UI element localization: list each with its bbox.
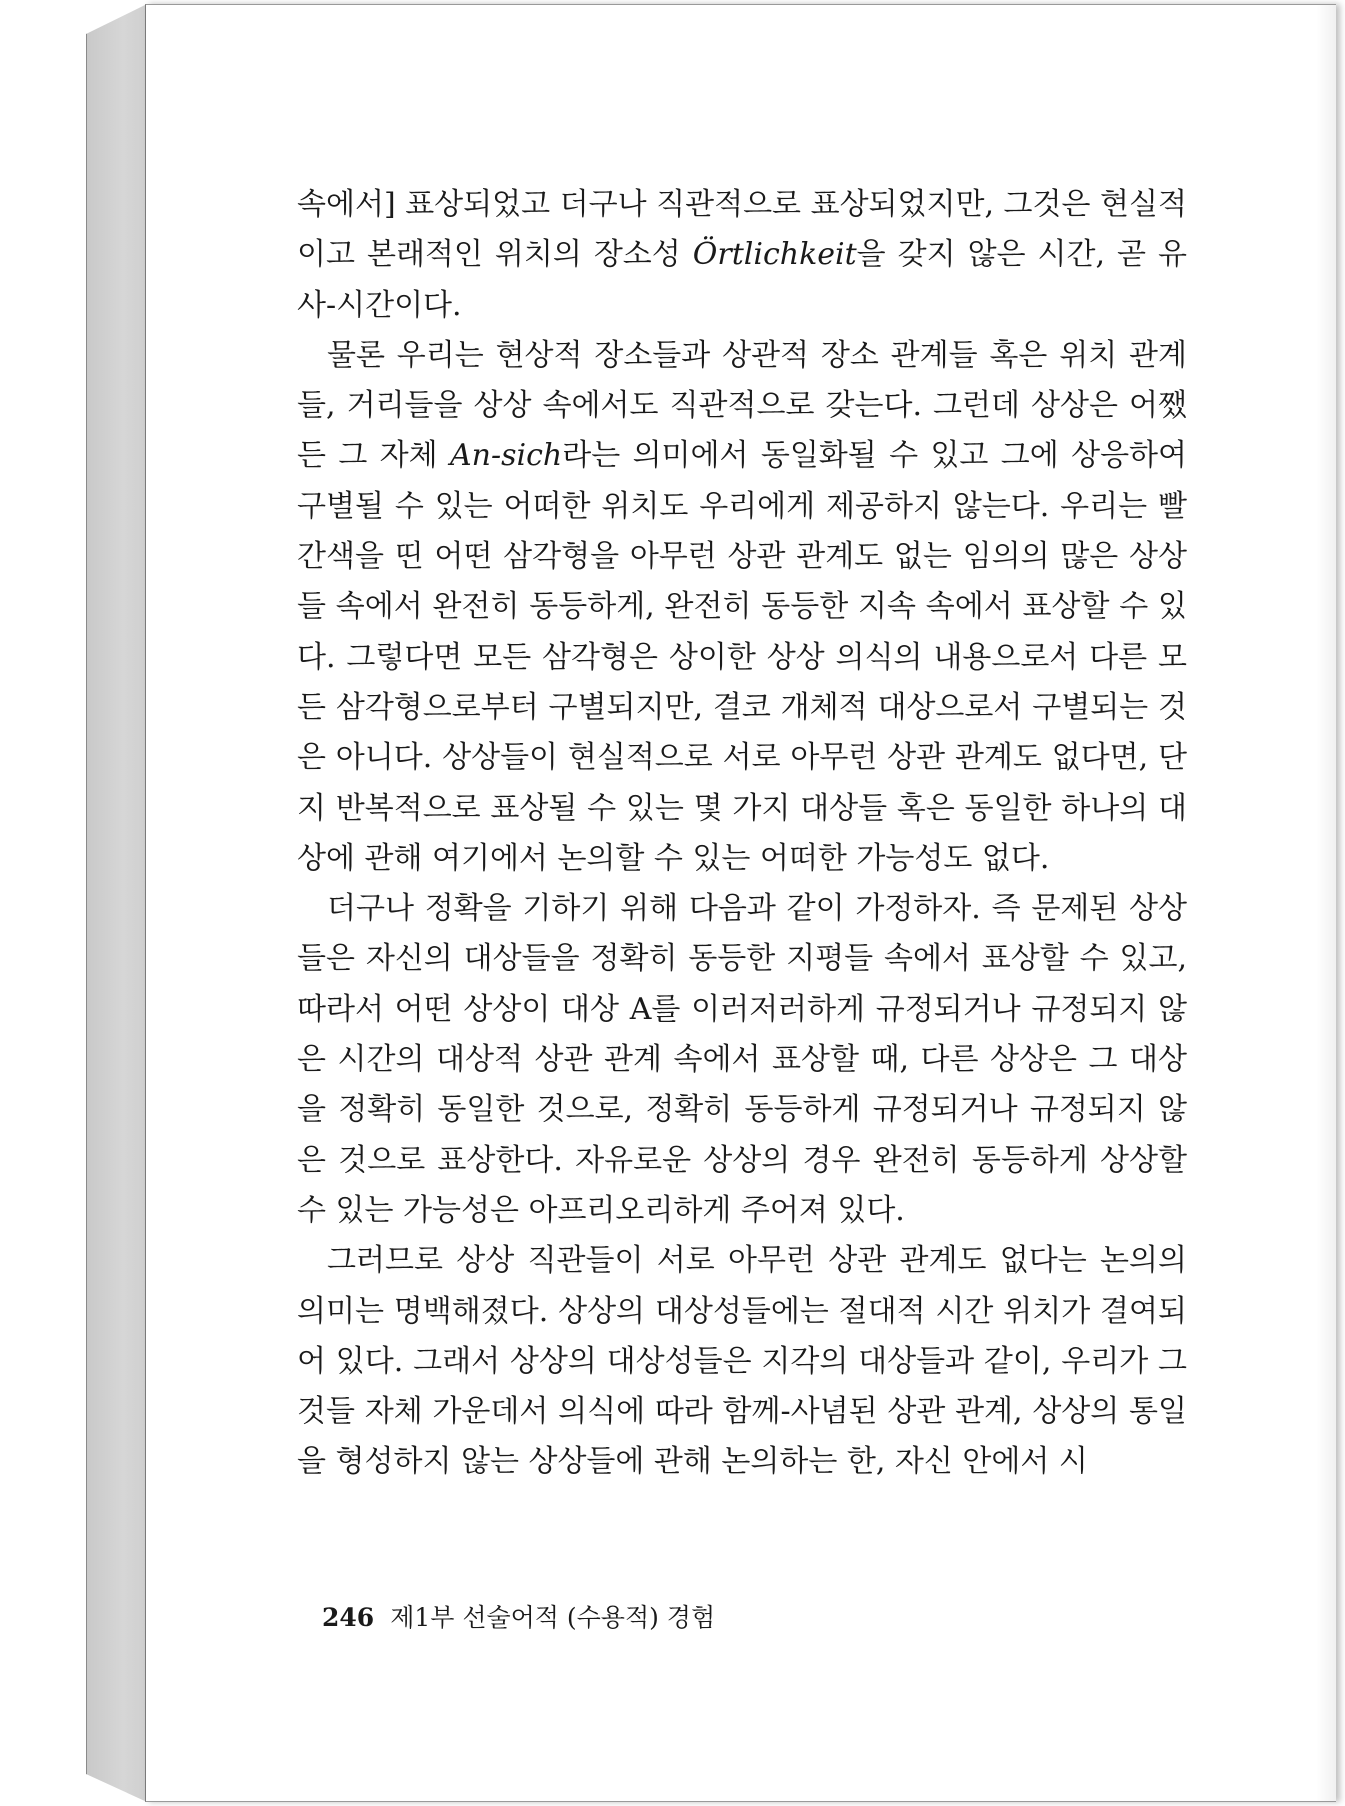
book-spine — [86, 4, 147, 1802]
page-body-text — [297, 180, 1187, 1488]
italic-term: An-sich — [450, 438, 563, 474]
paragraph-4 — [297, 1236, 1187, 1487]
text-span: 더구나 정확을 기하기 위해 다음과 같이 가정하자. 즉 문제된 상상들은 자신의 대상들을 정확히 동등한 지평들 속에서 표상할 수 있고, 따라서 어떤 상상이 대상 A를 이러저러하게 규정되거나 규정되지 않은 시간의 대상적 상관 관계 속에서 표상할 때, 다른 상상은 그 대상을 정확히 동일한 것으로, 정확히 동등하게 규정되거나 규정되지 않은 것으로 표상한다. 자유로운 상상의 경우 완전히 동등하게 상상할 수 있는 가능성은 아프리오리하게 주어져 있다. — [297, 891, 1187, 1228]
paragraph-3 — [297, 884, 1187, 1236]
page-number: 246 — [322, 1603, 375, 1632]
text-span: 물론 우리는 현상적 장소들과 상관적 장소 관계들 혹은 위치 관계들, 거리들을 상상 속에서도 직관적으로 갖는다. 그런데 상상은 어쨌든 그 자체 — [297, 337, 1187, 474]
text-span: 그러므로 상상 직관들이 서로 아무런 상관 관계도 없다는 논의의 의미는 명백해졌다. 상상의 대상성들에는 절대적 시간 위치가 결여되어 있다. 그래서 상상의 대상성들은 지각의 대상들과 같이, 우리가 그것들 자체 가운데서 의식에 따라 함께-사념된 상관 관계, 상상의 통일을 형성하지 않는 상상들에 관해 논의하는 한, 자신 안에서 시 — [297, 1243, 1187, 1480]
text-span: 을 갖지 않은 시간, 곧 유사-시간이다. — [297, 237, 1188, 323]
page-footer — [322, 1598, 715, 1634]
running-footer-title: 제1부 선술어적 (수용적) 경험 — [390, 1603, 716, 1632]
italic-term: Örtlichkeit — [692, 237, 857, 273]
paragraph-2 — [297, 331, 1187, 884]
text-span: 라는 의미에서 동일화될 수 있고 그에 상응하여 구별될 수 있는 어떠한 위치도 우리에게 제공하지 않는다. 우리는 빨간색을 띤 어떤 삼각형을 아무런 상관 관계도 없는 임의의 많은 상상들 속에서 완전히 동등하게, 완전히 동등한 지속 속에서 표상할 수 있다. 그렇다면 모든 삼각형은 상이한 상상 의식의 내용으로서 다른 모든 삼각형으로부터 구별되지만, 결코 개체적 대상으로서 구별되는 것은 아니다. 상상들이 현실적으로 서로 아무런 상관 관계도 없다면, 단지 반복적으로 표상될 수 있는 몇 가지 대상들 혹은 동일한 하나의 대상에 관해 여기에서 논의할 수 있는 어떠한 가능성도 없다. — [297, 438, 1188, 876]
paragraph-1 — [297, 180, 1187, 331]
text-span: 속에서] 표상되었고 더구나 직관적으로 표상되었지만, 그것은 현실적이고 본래적인 위치의 장소성 — [297, 187, 1187, 273]
